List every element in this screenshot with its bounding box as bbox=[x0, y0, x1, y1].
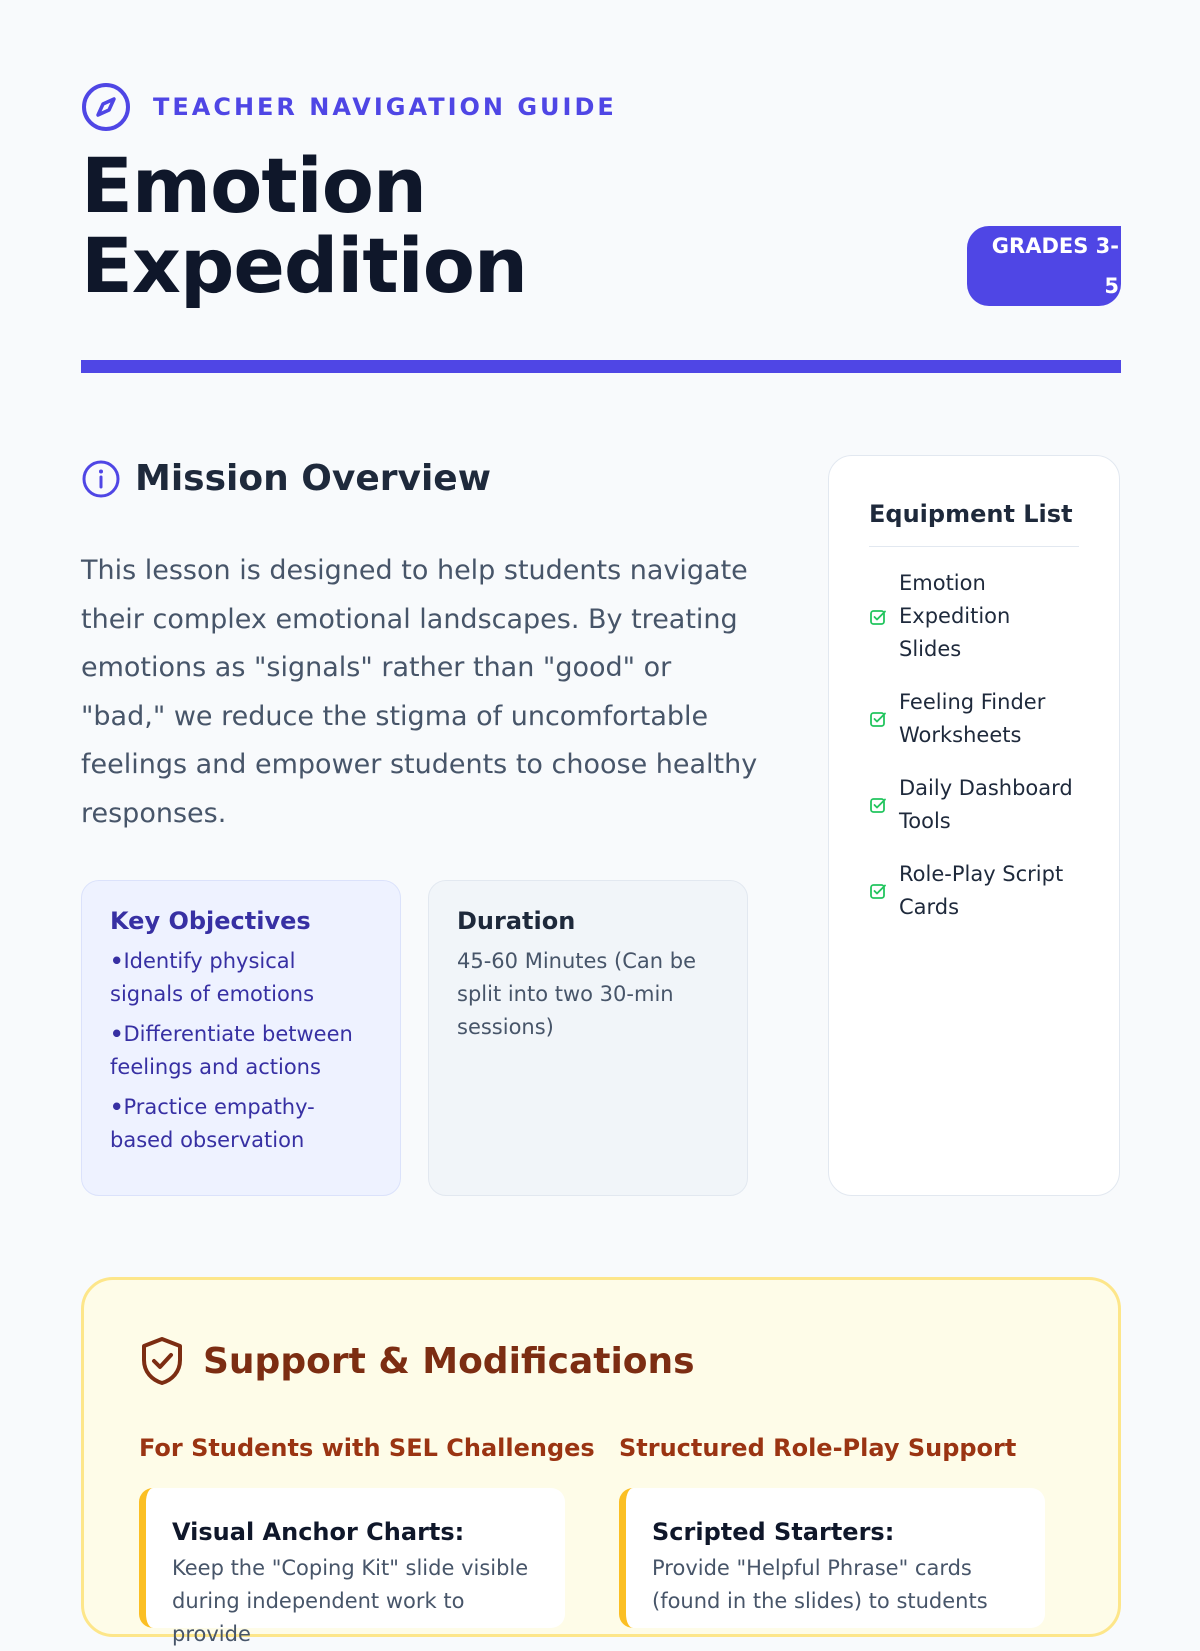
duration-card bbox=[428, 880, 748, 1196]
equipment-item bbox=[869, 772, 1079, 838]
support-section bbox=[81, 1277, 1121, 1646]
equipment-list bbox=[869, 567, 1079, 924]
tip-text: Keep the "Coping Kit" slide visible during independent work to provide bbox=[172, 1556, 529, 1646]
equipment-item bbox=[869, 858, 1079, 924]
section-title: Mission Overview bbox=[135, 458, 491, 499]
duration-title: Duration bbox=[457, 907, 576, 935]
checkbox-check-icon bbox=[869, 608, 887, 626]
compass-icon bbox=[81, 82, 131, 132]
equipment-title: Equipment List bbox=[869, 500, 1079, 547]
overview-paragraph: This lesson is designed to help students navigate their complex emotional landscapes. By treating emotions as "signals" rather than "good" or "bad," we reduce the stigma of uncomfortable feelings and empower students to choose healthy responses. bbox=[81, 555, 758, 829]
tip-card-scripted-starters bbox=[619, 1488, 1045, 1628]
objectives-title: Key Objectives bbox=[110, 907, 311, 935]
support-title: Support & Modifications bbox=[203, 1340, 695, 1382]
equipment-label: Emotion Expedition Slides bbox=[899, 571, 1011, 661]
objective-item: • Practice empathy-based observation bbox=[110, 1091, 372, 1157]
title-divider bbox=[81, 360, 1121, 373]
objectives-list bbox=[110, 945, 372, 1157]
mission-overview-heading bbox=[81, 458, 491, 499]
title-line-1: Emotion bbox=[81, 141, 427, 230]
objectives-card bbox=[81, 880, 401, 1196]
support-heading bbox=[139, 1336, 695, 1386]
page-title bbox=[81, 141, 528, 310]
tip-title: Visual Anchor Charts: bbox=[172, 1518, 465, 1546]
shield-check-icon bbox=[139, 1336, 185, 1386]
checkbox-check-icon bbox=[869, 882, 887, 900]
role-play-support-heading: Structured Role-Play Support bbox=[619, 1434, 1017, 1462]
tip-text: Provide "Helpful Phrase" cards (found in the slides) to students bbox=[652, 1556, 988, 1613]
checkbox-check-icon bbox=[869, 796, 887, 814]
objective-item: • Identify physical signals of emotions bbox=[110, 945, 372, 1011]
title-line-2: Expedition bbox=[81, 221, 528, 310]
equipment-panel bbox=[828, 455, 1120, 1196]
eyebrow-label: TEACHER NAVIGATION GUIDE bbox=[153, 93, 617, 121]
objective-item: • Differentiate between feelings and actions bbox=[110, 1018, 372, 1084]
equipment-item bbox=[869, 567, 1079, 666]
grade-badge: GRADES 3-5 bbox=[967, 226, 1121, 306]
equipment-label: Feeling Finder Worksheets bbox=[899, 690, 1046, 747]
equipment-label: Role-Play Script Cards bbox=[899, 862, 1064, 919]
tip-card-visual-anchor bbox=[139, 1488, 565, 1646]
duration-text: 45-60 Minutes (Can be split into two 30-min sessions) bbox=[457, 949, 696, 1039]
info-icon bbox=[81, 459, 121, 499]
checkbox-check-icon bbox=[869, 710, 887, 728]
sel-challenges-heading: For Students with SEL Challenges bbox=[139, 1434, 595, 1462]
equipment-item bbox=[869, 686, 1079, 752]
tip-title: Scripted Starters: bbox=[652, 1518, 895, 1546]
equipment-label: Daily Dashboard Tools bbox=[899, 776, 1073, 833]
header-eyebrow bbox=[81, 82, 617, 132]
